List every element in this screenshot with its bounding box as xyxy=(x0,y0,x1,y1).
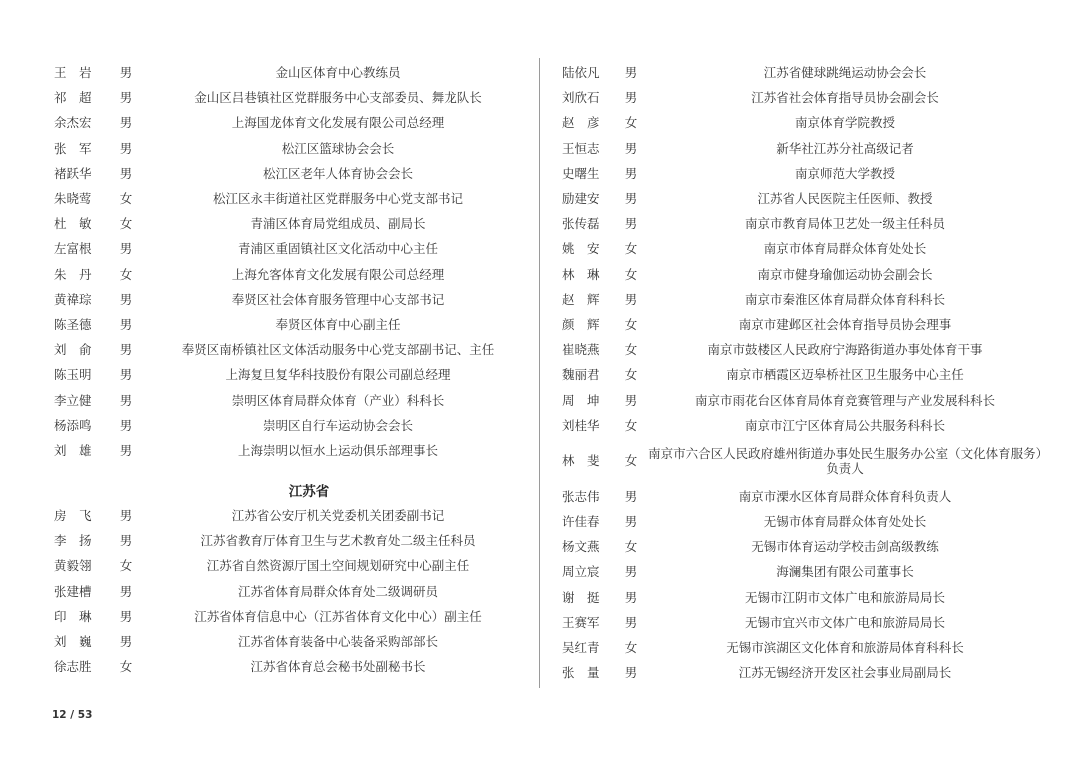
person-gender: 女 xyxy=(624,316,638,332)
person-name: 朱晓莺 xyxy=(54,191,92,207)
person-title: 崇明区体育局群众体育（产业）科科长 xyxy=(231,392,445,408)
person-name: 张传磊 xyxy=(562,216,600,232)
person-name: 林 琳 xyxy=(562,266,600,282)
person-title: 青浦区重固镇社区文化活动中心主任 xyxy=(237,241,438,257)
person-name: 李立健 xyxy=(54,392,92,408)
person-name: 张 军 xyxy=(54,140,92,156)
person-gender: 女 xyxy=(624,640,638,656)
person-name: 刘欣石 xyxy=(562,90,600,106)
section-spacer xyxy=(48,463,530,477)
person-gender: 女 xyxy=(119,558,133,574)
person-title: 金山区吕巷镇社区党群服务中心支部委员、舞龙队长 xyxy=(194,90,482,106)
person-gender: 男 xyxy=(624,291,638,307)
person-title: 青浦区体育局党组成员、副局长 xyxy=(250,216,426,232)
person-name: 黄毅翎 xyxy=(54,558,92,574)
person-title: 江苏省自然资源厅国土空间规划研究中心副主任 xyxy=(206,558,470,574)
list-row xyxy=(556,362,1042,387)
person-title: 江苏省公安厅机关党委机关团委副书记 xyxy=(231,508,445,524)
person-gender: 男 xyxy=(119,115,133,131)
person-name: 王 岩 xyxy=(54,65,92,81)
person-name: 王赛军 xyxy=(562,614,600,630)
person-gender: 男 xyxy=(119,392,133,408)
list-row xyxy=(48,110,530,135)
person-gender: 男 xyxy=(624,216,638,232)
person-title: 南京市健身瑜伽运动协会副会长 xyxy=(757,266,933,282)
person-gender: 男 xyxy=(119,608,133,624)
list-row xyxy=(556,211,1042,236)
person-gender: 男 xyxy=(119,342,133,358)
list-row xyxy=(48,503,530,528)
list-row xyxy=(48,186,530,211)
person-title: 南京师范大学教授 xyxy=(794,165,895,181)
person-gender: 男 xyxy=(119,90,133,106)
list-row xyxy=(556,484,1042,509)
person-name: 杨文燕 xyxy=(562,539,600,555)
right-list xyxy=(556,60,1042,685)
person-title: 江苏省体育局群众体育处二级调研员 xyxy=(237,583,438,599)
person-name: 王恒志 xyxy=(562,140,600,156)
list-row xyxy=(48,528,530,553)
person-name: 励建安 xyxy=(562,191,600,207)
list-row xyxy=(556,186,1042,211)
person-gender: 男 xyxy=(624,564,638,580)
list-row xyxy=(556,337,1042,362)
person-name: 余杰宏 xyxy=(54,115,92,131)
list-row xyxy=(556,60,1042,85)
list-row xyxy=(48,60,530,85)
person-name: 祁 超 xyxy=(54,90,92,106)
person-title: 南京市六合区人民政府雄州街道办事处民生服务办公室（文化体育服务）负责人 xyxy=(648,445,1042,476)
list-row xyxy=(48,387,530,412)
person-name: 史曙生 xyxy=(562,165,600,181)
person-title: 江苏省健球跳绳运动协会会长 xyxy=(763,65,927,81)
person-title: 上海崇明以恒水上运动俱乐部理事长 xyxy=(237,442,438,458)
list-row xyxy=(556,236,1042,261)
person-gender: 男 xyxy=(119,417,133,433)
person-title: 南京市建邺区社会体育指导员协会理事 xyxy=(738,316,952,332)
person-name: 刘 雄 xyxy=(54,442,92,458)
person-gender: 男 xyxy=(624,90,638,106)
page-number: 12 / 53 xyxy=(52,709,93,721)
person-gender: 男 xyxy=(624,665,638,681)
person-gender: 男 xyxy=(119,165,133,181)
person-gender: 男 xyxy=(119,533,133,549)
person-gender: 男 xyxy=(624,140,638,156)
list-row xyxy=(556,387,1042,412)
person-gender: 男 xyxy=(119,241,133,257)
person-gender: 女 xyxy=(119,191,133,207)
person-gender: 男 xyxy=(624,514,638,530)
person-title: 无锡市江阴市文体广电和旅游局局长 xyxy=(744,589,945,605)
column-divider xyxy=(539,58,540,688)
person-name: 陈玉明 xyxy=(54,367,92,383)
person-gender: 女 xyxy=(624,367,638,383)
person-gender: 男 xyxy=(624,614,638,630)
left-list-shanghai xyxy=(48,60,530,463)
list-row xyxy=(48,604,530,629)
person-title: 南京市栖霞区迈皋桥社区卫生服务中心主任 xyxy=(726,367,964,383)
person-gender: 男 xyxy=(119,291,133,307)
person-title: 松江区永丰街道社区党群服务中心党支部书记 xyxy=(212,191,463,207)
person-title: 松江区篮球协会会长 xyxy=(281,140,395,156)
left-list-jiangsu xyxy=(48,503,530,679)
person-name: 谢 挺 xyxy=(562,589,600,605)
person-title: 海澜集团有限公司董事长 xyxy=(776,564,914,580)
person-name: 姚 安 xyxy=(562,241,600,257)
list-row xyxy=(48,136,530,161)
person-title: 南京市秦淮区体育局群众体育科科长 xyxy=(744,291,945,307)
person-name: 赵 辉 xyxy=(562,291,600,307)
list-row xyxy=(48,262,530,287)
list-row xyxy=(556,413,1042,438)
person-gender: 男 xyxy=(119,583,133,599)
person-name: 崔晓燕 xyxy=(562,342,600,358)
person-gender: 男 xyxy=(119,508,133,524)
person-title: 江苏省社会体育指导员协会副会长 xyxy=(751,90,939,106)
list-row xyxy=(556,85,1042,110)
person-title: 南京市溧水区体育局群众体育科负责人 xyxy=(738,488,952,504)
person-title: 奉贤区南桥镇社区文体活动服务中心党支部副书记、主任 xyxy=(181,342,495,358)
person-gender: 女 xyxy=(119,216,133,232)
list-row xyxy=(48,337,530,362)
person-title: 江苏省人民医院主任医师、教授 xyxy=(757,191,933,207)
person-name: 赵 彦 xyxy=(562,115,600,131)
section-heading-jiangsu: 江苏省 xyxy=(288,484,330,500)
list-row xyxy=(48,654,530,679)
person-name: 张 量 xyxy=(562,665,600,681)
person-gender: 男 xyxy=(624,392,638,408)
person-gender: 男 xyxy=(624,488,638,504)
person-name: 左富根 xyxy=(54,241,92,257)
person-title: 无锡市滨湖区文化体育和旅游局体育科科长 xyxy=(726,640,964,656)
person-gender: 女 xyxy=(624,342,638,358)
person-gender: 男 xyxy=(624,191,638,207)
person-name: 李 扬 xyxy=(54,533,92,549)
person-name: 刘 俞 xyxy=(54,342,92,358)
person-name: 褚跃华 xyxy=(54,165,92,181)
person-name: 周立宸 xyxy=(562,564,600,580)
person-title: 江苏无锡经济开发区社会事业局副局长 xyxy=(738,665,952,681)
person-gender: 女 xyxy=(624,417,638,433)
person-name: 周 坤 xyxy=(562,392,600,408)
person-title: 江苏省教育厅体育卫生与艺术教育处二级主任科员 xyxy=(200,533,476,549)
list-row xyxy=(48,438,530,463)
list-row xyxy=(48,579,530,604)
person-gender: 男 xyxy=(624,65,638,81)
list-row xyxy=(556,534,1042,559)
person-title: 上海国龙体育文化发展有限公司总经理 xyxy=(231,115,445,131)
person-title: 南京市江宁区体育局公共服务科科长 xyxy=(744,417,945,433)
list-row xyxy=(556,585,1042,610)
person-title: 无锡市体育局群众体育处处长 xyxy=(763,514,927,530)
person-name: 林 斐 xyxy=(562,453,600,469)
person-name: 颜 辉 xyxy=(562,316,600,332)
person-gender: 女 xyxy=(119,266,133,282)
list-row xyxy=(48,161,530,186)
person-name: 陈圣德 xyxy=(54,316,92,332)
list-row xyxy=(556,262,1042,287)
list-row xyxy=(556,136,1042,161)
person-gender: 女 xyxy=(624,453,638,469)
person-title: 南京市教育局体卫艺处一级主任科员 xyxy=(744,216,945,232)
person-title: 崇明区自行车运动协会会长 xyxy=(262,417,413,433)
person-gender: 男 xyxy=(119,316,133,332)
list-row xyxy=(48,211,530,236)
person-title: 上海复旦复华科技股份有限公司副总经理 xyxy=(225,367,451,383)
right-column xyxy=(556,60,1042,685)
person-name: 魏丽君 xyxy=(562,367,600,383)
list-row xyxy=(556,110,1042,135)
list-row xyxy=(48,85,530,110)
list-row xyxy=(48,287,530,312)
person-title: 南京市鼓楼区人民政府宁海路街道办事处体育干事 xyxy=(707,342,983,358)
person-gender: 女 xyxy=(119,659,133,675)
list-row xyxy=(556,287,1042,312)
list-row xyxy=(48,553,530,578)
list-row xyxy=(556,509,1042,534)
person-gender: 男 xyxy=(119,140,133,156)
person-title: 南京市体育局群众体育处处长 xyxy=(763,241,927,257)
list-row xyxy=(556,610,1042,635)
list-row xyxy=(556,438,1042,484)
list-row xyxy=(48,629,530,654)
person-title: 奉贤区社会体育服务管理中心支部书记 xyxy=(231,291,445,307)
list-row xyxy=(556,660,1042,685)
person-title: 无锡市体育运动学校击剑高级教练 xyxy=(751,539,939,555)
person-gender: 女 xyxy=(624,266,638,282)
person-name: 张志伟 xyxy=(562,488,600,504)
list-row xyxy=(48,362,530,387)
person-gender: 男 xyxy=(119,65,133,81)
list-row xyxy=(48,312,530,337)
person-title: 南京市雨花台区体育局体育竞赛管理与产业发展科科长 xyxy=(694,392,995,408)
person-gender: 女 xyxy=(624,539,638,555)
person-title: 新华社江苏分社高级记者 xyxy=(776,140,914,156)
list-row xyxy=(556,635,1042,660)
person-title: 上海允客体育文化发展有限公司总经理 xyxy=(231,266,445,282)
list-row xyxy=(556,312,1042,337)
person-title: 江苏省体育总会秘书处副秘书长 xyxy=(250,659,426,675)
list-row xyxy=(48,236,530,261)
person-title: 奉贤区体育中心副主任 xyxy=(275,316,401,332)
person-name: 印 琳 xyxy=(54,608,92,624)
person-name: 朱 丹 xyxy=(54,266,92,282)
person-title: 松江区老年人体育协会会长 xyxy=(262,165,413,181)
person-gender: 男 xyxy=(624,589,638,605)
left-column xyxy=(48,60,530,679)
person-name: 杨添鸣 xyxy=(54,417,92,433)
person-title: 无锡市宜兴市文体广电和旅游局局长 xyxy=(744,614,945,630)
person-name: 刘桂华 xyxy=(562,417,600,433)
person-gender: 男 xyxy=(119,442,133,458)
person-gender: 男 xyxy=(624,165,638,181)
person-gender: 男 xyxy=(119,367,133,383)
person-title: 南京体育学院教授 xyxy=(794,115,895,131)
person-gender: 女 xyxy=(624,115,638,131)
list-row xyxy=(556,161,1042,186)
person-name: 徐志胜 xyxy=(54,659,92,675)
person-name: 房 飞 xyxy=(54,508,92,524)
person-title: 金山区体育中心教练员 xyxy=(275,65,401,81)
person-gender: 男 xyxy=(119,634,133,650)
person-name: 陆依凡 xyxy=(562,65,600,81)
person-name: 刘 巍 xyxy=(54,634,92,650)
person-gender: 女 xyxy=(624,241,638,257)
list-row xyxy=(556,559,1042,584)
person-name: 张建槽 xyxy=(54,583,92,599)
person-name: 黄禕琮 xyxy=(54,291,92,307)
person-name: 杜 敏 xyxy=(54,216,92,232)
list-row xyxy=(48,413,530,438)
person-title: 江苏省体育信息中心（江苏省体育文化中心）副主任 xyxy=(194,608,482,624)
person-name: 吴红青 xyxy=(562,640,600,656)
person-name: 许佳春 xyxy=(562,514,600,530)
person-title: 江苏省体育装备中心装备采购部部长 xyxy=(237,634,438,650)
